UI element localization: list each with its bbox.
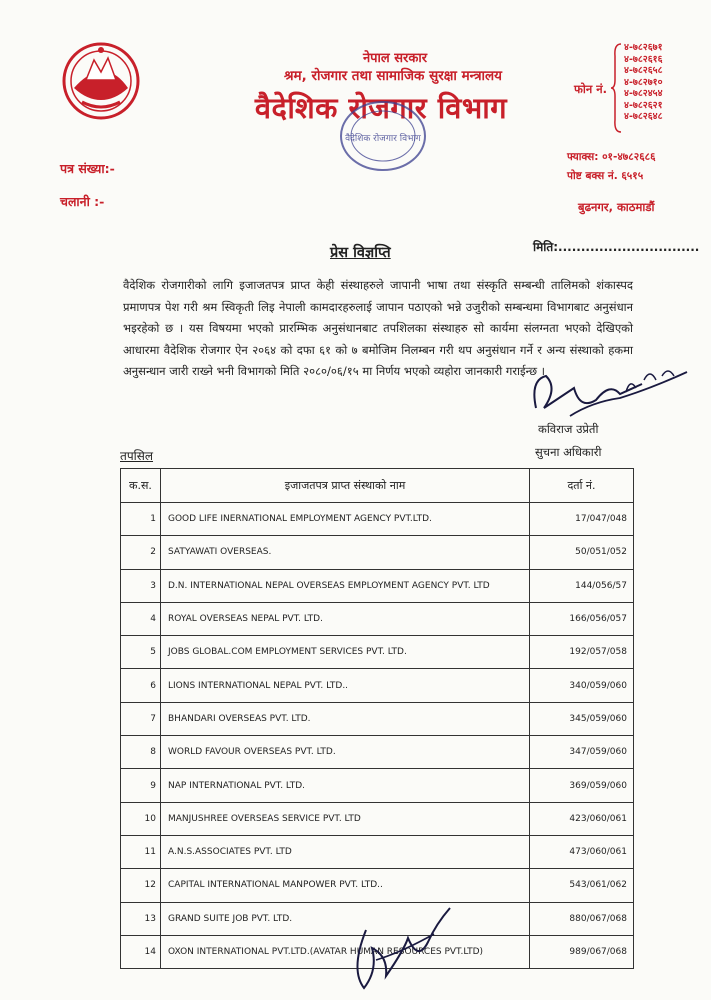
seal-text: वैदेशिक रोजगार विभाग <box>345 134 421 144</box>
signer-name: कविराज उप्रेती <box>538 422 599 436</box>
agency-name-cell: LIONS INTERNATIONAL NEPAL PVT. LTD.. <box>161 669 530 702</box>
fax-number: फ्याक्स: ०१-४७८२६८६ <box>567 151 656 163</box>
serial-number-cell: 4 <box>121 602 161 635</box>
nepal-emblem-icon <box>60 40 142 122</box>
registration-number-cell: 423/060/061 <box>530 802 634 835</box>
date-label: मिति:............................... <box>533 240 700 254</box>
registration-number-cell: 144/056/57 <box>530 569 634 602</box>
header-registration-number: दर्ता नं. <box>530 469 634 503</box>
reference-number-label: पत्र संख्या:- <box>60 161 115 176</box>
signer-title: सुचना अधिकारी <box>535 445 602 459</box>
registration-number-cell: 17/047/048 <box>530 503 634 536</box>
serial-number-cell: 5 <box>121 636 161 669</box>
table-row <box>121 702 634 735</box>
registration-number-cell: 345/059/060 <box>530 702 634 735</box>
agency-name-cell: JOBS GLOBAL.COM EMPLOYMENT SERVICES PVT. LTD. <box>161 636 530 669</box>
phone-number: ४-७८२७१० <box>624 76 663 88</box>
agency-name-cell: CAPITAL INTERNATIONAL MANPOWER PVT. LTD.. <box>161 869 530 902</box>
registration-number-cell: 880/067/068 <box>530 902 634 935</box>
phone-brace <box>610 42 622 134</box>
press-release-body: वैदेशिक रोजगारीको लागि इजाजतपत्र प्राप्त केही संस्थाहरुले जापानी भाषा तथा संस्कृति सम्बन्धी तालिमको शंकास्पद प्रमाणपत्र पेश गरी श्रम स्विकृती लिइ नेपाली कामदारहरुलाई जापान पठाएको भन्ने उजुरीको सम्बन्धमा विभागबाट अनुसंधान भइरहेको छ । यस विषयमा भएको प्रारम्भिक अनुसंधानबाट तपशिलका संस्थाहरु सो कार्यमा संलग्नता भएको देखिएको आधारमा वैदेशिक रोजगार ऐन २०६४ को दफा ६१ को ७ बमोजिम निलम्बन गरी थप अनुसंधान गर्ने र अन्य संस्थाको हकमा अनुसन्धान जारी राख्ने भनी विभागको मिति २०८०/०६/१५ मा निर्णय भएको व्यहोरा जानकारी गराईन्छ । <box>123 278 633 378</box>
header-agency-name: इजाजतपत्र प्राप्त संस्थाको नाम <box>161 469 530 503</box>
phone-number: ४-७८२६५८ <box>624 65 663 76</box>
table-row <box>121 536 634 569</box>
serial-number-cell: 6 <box>121 669 161 702</box>
agency-name-cell: GOOD LIFE INERNATIONAL EMPLOYMENT AGENCY PVT.LTD. <box>161 503 530 536</box>
registration-number-cell: 989/067/068 <box>530 935 634 968</box>
serial-number-cell: 1 <box>121 503 161 536</box>
serial-number-cell: 9 <box>121 769 161 802</box>
agency-name-cell: NAP INTERNATIONAL PVT. LTD. <box>161 769 530 802</box>
dispatch-number-label: चलानी :- <box>60 194 105 209</box>
government-name: नेपाल सरकार <box>362 51 428 66</box>
agency-name-cell: D.N. INTERNATIONAL NEPAL OVERSEAS EMPLOYMENT AGENCY PVT. LTD <box>161 569 530 602</box>
table-row <box>121 669 634 702</box>
phone-number: ४-७८२६१६ <box>624 53 663 65</box>
office-seal-icon <box>338 96 428 176</box>
ministry-name: श्रम, रोजगार तथा सामाजिक सुरक्षा मन्त्रालय <box>283 68 503 84</box>
table-row <box>121 736 634 769</box>
agency-name-cell: MANJUSHREE OVERSEAS SERVICE PVT. LTD <box>161 802 530 835</box>
phone-number: ४-७८२६२१ <box>624 99 663 111</box>
serial-number-cell: 13 <box>121 902 161 935</box>
serial-number-cell: 8 <box>121 736 161 769</box>
phone-number: ४-७८२६७१ <box>624 42 663 53</box>
agency-name-cell: OXON INTERNATIONAL PVT.LTD.(AVATAR HUMAN RESOURCES PVT.LTD) <box>161 935 530 968</box>
phone-number: ४-७८२४५४ <box>624 88 663 99</box>
serial-number-cell: 7 <box>121 702 161 735</box>
serial-number-cell: 11 <box>121 835 161 868</box>
serial-number-cell: 3 <box>121 569 161 602</box>
po-box: पोष्ट बक्स नं. ६५१५ <box>567 170 644 182</box>
agency-name-cell: GRAND SUITE JOB PVT. LTD. <box>161 902 530 935</box>
agency-name-cell: SATYAWATI OVERSEAS. <box>161 536 530 569</box>
table-row <box>121 869 634 902</box>
registration-number-cell: 347/059/060 <box>530 736 634 769</box>
registration-number-cell: 473/060/061 <box>530 835 634 868</box>
phone-label: फोन नं. <box>574 82 607 96</box>
agency-name-cell: ROYAL OVERSEAS NEPAL PVT. LTD. <box>161 602 530 635</box>
agency-name-cell: WORLD FAVOUR OVERSEAS PVT. LTD. <box>161 736 530 769</box>
header-serial-number: क.स. <box>121 469 161 503</box>
registration-number-cell: 340/059/060 <box>530 669 634 702</box>
licensed-agencies-table <box>120 468 634 969</box>
table-row <box>121 636 634 669</box>
office-address: बुढनगर, काठमाडौं <box>578 200 655 214</box>
agency-name-cell: BHANDARI OVERSEAS PVT. LTD. <box>161 702 530 735</box>
serial-number-cell: 14 <box>121 935 161 968</box>
serial-number-cell: 10 <box>121 802 161 835</box>
registration-number-cell: 369/059/060 <box>530 769 634 802</box>
agency-name-cell: A.N.S.ASSOCIATES PVT. LTD <box>161 835 530 868</box>
schedule-label: तपसिल <box>120 449 154 463</box>
table-row <box>121 503 634 536</box>
table-header-row <box>121 469 634 503</box>
table-row <box>121 802 634 835</box>
phone-number: ४-७८२६४८ <box>624 111 663 122</box>
registration-number-cell: 50/051/052 <box>530 536 634 569</box>
serial-number-cell: 12 <box>121 869 161 902</box>
table-row <box>121 602 634 635</box>
table-row <box>121 769 634 802</box>
department-name: वैदेशिक रोजगार विभाग <box>254 91 508 125</box>
phone-list <box>624 42 663 123</box>
registration-number-cell: 192/057/058 <box>530 636 634 669</box>
table-row <box>121 835 634 868</box>
registration-number-cell: 166/056/057 <box>530 602 634 635</box>
registration-number-cell: 543/061/062 <box>530 869 634 902</box>
table-row <box>121 569 634 602</box>
signature-mark <box>346 900 456 995</box>
serial-number-cell: 2 <box>121 536 161 569</box>
press-release-title: प्रेस विज्ञप्ति <box>330 245 391 261</box>
